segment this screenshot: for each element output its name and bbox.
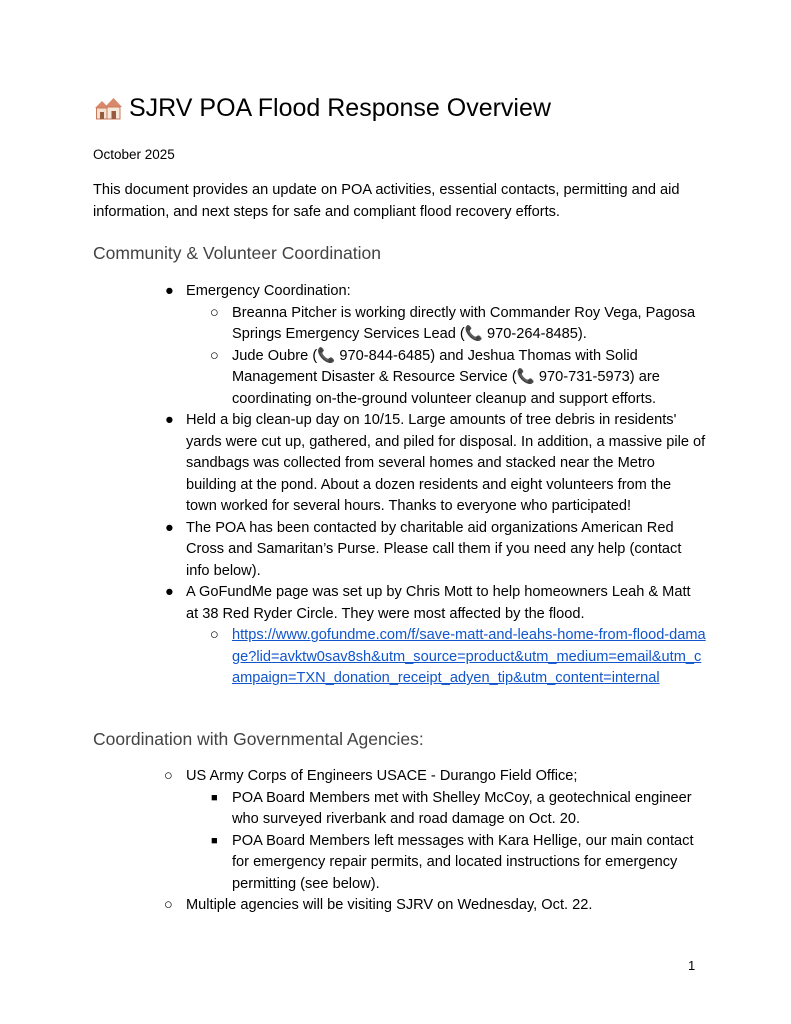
bullet-disc-icon: ● — [165, 519, 174, 536]
list-item: ○ US Army Corps of Engineers USACE - Durango Field Office; ■ POA Board Members met with Shelley McCoy, a geotechnical engineer who surveyed riverbank and road damage on Oct. 20. ■ POA Board Members left messages with Kara Hellige, our main contact for emergency repair permits, and located instructions for emergency permitting (see below). — [186, 766, 706, 895]
bullet-circle-icon: ○ — [210, 304, 219, 321]
gofundme-link[interactable]: https://www.gofundme.com/f/save-matt-and-leahs-home-from-flood-damage?lid=avktw0sav8sh&utm_source=product&utm_medium=email&utm_campaign=TXN_donation_receipt_adyen_tip&utm_content=internal — [232, 627, 706, 686]
gofundme-sublist — [210, 625, 706, 690]
list-item: ○ Breanna Pitcher is working directly with Commander Roy Vega, Pagosa Springs Emergency Services Lead (📞 970-264-8485). — [210, 304, 696, 342]
list-item — [210, 625, 706, 690]
bullet-disc-icon: ● — [165, 283, 174, 299]
bullet-disc-icon: ● — [165, 412, 174, 428]
bullet-square-icon: ■ — [211, 834, 218, 847]
community-list — [165, 281, 706, 690]
section-heading-government: Coordination with Governmental Agencies: — [93, 729, 424, 749]
bullet-disc-icon: ● — [165, 584, 174, 600]
bullet-circle-icon: ○ — [164, 768, 173, 784]
bullet-circle-icon: ○ — [164, 897, 173, 913]
list-item: ● The POA has been contacted by charitable aid organizations American Red Cross and Samaritan’s Purse. Please call them if you need any help (contact info below). — [165, 519, 682, 579]
list-item: ○ Jude Oubre (📞 970-844-6485) and Jeshua Thomas with Solid Management Disaster & Resource Service (📞 970-731-5973) are coordinating on-the-ground volunteer cleanup and support efforts. — [210, 347, 660, 407]
list-item: ● A GoFundMe page was set up by Chris Mott to help homeowners Leah & Matt at 38 Red Ryder Circle. They were most affected by the flood. ○ https://www.gofundme.com/f/save-matt-and-leahs-home-from-flood-damage?lid=avktw0sav8sh&utm_source=product&utm_medium=email&utm_campaign=TXN_donation_receipt_adyen_tip&utm_content=internal — [186, 582, 706, 690]
document-date: October 2025 — [93, 147, 175, 162]
government-list — [164, 766, 706, 917]
usace-sublist — [211, 788, 706, 896]
list-item: ○ Multiple agencies will be visiting SJRV on Wednesday, Oct. 22. — [186, 895, 706, 917]
list-item: ■ POA Board Members left messages with Kara Hellige, our main contact for emergency repair permits, and located instructions for emergency permitting (see below). — [211, 832, 694, 892]
intro-paragraph: This document provides an update on POA activities, essential contacts, permitting and aid information, and next steps for safe and compliant flood recovery efforts. — [93, 182, 680, 220]
houses-emoji-icon — [93, 95, 123, 121]
section-heading-community: Community & Volunteer Coordination — [93, 243, 381, 263]
bullet-square-icon: ■ — [211, 791, 218, 804]
bullet-circle-icon: ○ — [210, 347, 219, 364]
list-item: ■ POA Board Members met with Shelley McCoy, a geotechnical engineer who surveyed riverbank and road damage on Oct. 20. — [211, 789, 692, 827]
bullet-circle-icon: ○ — [210, 627, 219, 643]
title-text: SJRV POA Flood Response Overview — [129, 94, 551, 122]
list-item: ● Held a big clean-up day on 10/15. Large amounts of tree debris in residents' yards were cut up, gathered, and piled for disposal. In addition, a massive pile of sandbags was collected from several homes and stacked near the Metro building at the pond. About a dozen residents and eight volunteers from the town worked for several hours. Thanks to everyone who participated! — [165, 412, 706, 514]
page-title — [93, 92, 551, 124]
emergency-sublist — [210, 303, 706, 411]
page-number: 1 — [688, 958, 696, 973]
list-item: ● Emergency Coordination: ○ Breanna Pitcher is working directly with Commander Roy Vega, Pagosa Springs Emergency Services Lead (📞 970-264-8485). ○ Jude Oubre (📞 970-844-6485) and Jeshua Thomas with Solid Management Disaster & Resource Service (📞 970-731-5973) are coordinating on-the-ground volunteer cleanup and support efforts. — [186, 281, 706, 410]
